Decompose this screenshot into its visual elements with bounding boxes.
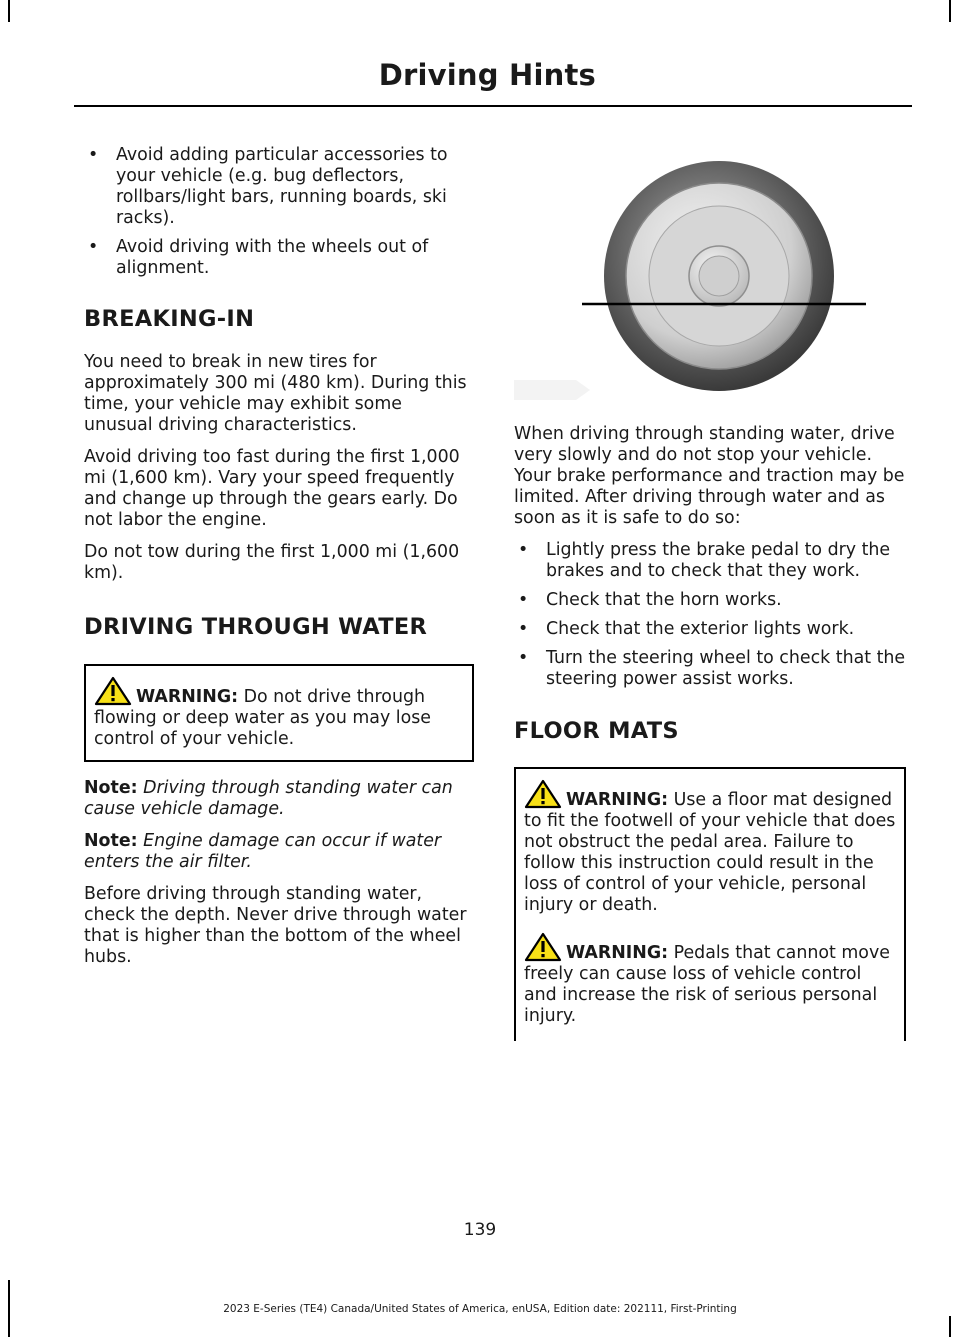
warning-body: Use a floor mat designed to fit the footwell of your vehicle that does not obstruct the pedal area. Failure to follow this instruction could result in the loss of control of your vehicle, personal injury or death. [524, 790, 896, 915]
list-item [514, 619, 906, 640]
page-footer: 2023 E-Series (TE4) Canada/United States of America, enUSA, Edition date: 202111, First-Printing [223, 1303, 737, 1315]
warning-text [524, 932, 896, 1027]
accessory-bullet-list [84, 145, 474, 279]
bullet-glyph: • [518, 590, 529, 610]
list-item [514, 590, 906, 611]
breaking-in-paragraph-3: Do not tow during the first 1,000 mi (1,600 km). [84, 542, 460, 583]
warning-body: Do not drive through flowing or deep water as you may lose control of your vehicle. [94, 687, 432, 749]
warning-text [94, 676, 464, 750]
header-rule [74, 105, 912, 107]
crop-mark-bottom-right [949, 1316, 951, 1337]
breaking-in-paragraph-2: Avoid driving too fast during the first 1,000 mi (1,600 km). Vary your speed frequently and change up through the gears early. Do not labor the engine. [84, 447, 460, 530]
list-item-text: Avoid adding particular accessories to your vehicle (e.g. bug deflectors, rollbars/light bars, running boards, ski racks). [116, 145, 448, 228]
warning-box-water [84, 664, 474, 762]
warning-triangle-icon [524, 932, 562, 962]
list-item-text: Lightly press the brake pedal to dry the brakes and to check that they work. [546, 540, 891, 581]
note-1 [84, 778, 474, 820]
list-item-text: Check that the exterior lights work. [546, 619, 855, 639]
page-number: 139 [463, 1220, 497, 1240]
warning-box-floor-mats [514, 767, 906, 1041]
section-heading-breaking-in: BREAKING-IN [84, 306, 255, 332]
breaking-in-paragraph-1: You need to break in new tires for approximately 300 mi (480 km). During this time, your vehicle may exhibit some unusual driving characteristics. [84, 352, 467, 435]
bullet-glyph: • [88, 237, 99, 257]
note-label: Note: [84, 831, 138, 851]
note-2 [84, 831, 474, 873]
list-item [514, 648, 906, 690]
warning-triangle-icon [94, 676, 132, 706]
bullet-glyph: • [518, 648, 529, 668]
after-water-checklist [514, 540, 906, 690]
crop-mark-top-right [949, 0, 951, 22]
note-text: Driving through standing water can cause vehicle damage. [84, 778, 453, 819]
bullet-glyph: • [518, 540, 529, 560]
bullet-glyph: • [88, 145, 99, 165]
bullet-glyph: • [518, 619, 529, 639]
water-depth-paragraph: Before driving through standing water, check the depth. Never drive through water that is higher than the bottom of the wheel hubs. [84, 884, 467, 967]
wheel-water-level-figure [514, 148, 906, 410]
list-item-text: Check that the horn works. [546, 590, 782, 610]
left-column [84, 145, 474, 979]
after-water-paragraph: When driving through standing water, drive very slowly and do not stop your vehicle. Your brake performance and traction may be limited. After driving through water and as soon as it is safe to do so: [514, 424, 905, 528]
warning-body: Pedals that cannot move freely can cause loss of vehicle control and increase the risk of serious personal injury. [524, 943, 890, 1026]
section-heading-driving-through-water: DRIVING THROUGH WATER [84, 614, 428, 640]
page-header-title: Driving Hints [378, 58, 596, 92]
right-column [514, 148, 906, 1057]
warning-label: WARNING: [136, 687, 239, 707]
list-item-text: Avoid driving with the wheels out of alignment. [116, 237, 429, 278]
note-label: Note: [84, 778, 138, 798]
section-heading-floor-mats: FLOOR MATS [514, 718, 679, 744]
list-item [514, 540, 906, 582]
list-item [84, 237, 474, 279]
figure-reference-tag [514, 378, 590, 402]
warning-triangle-icon [524, 779, 562, 809]
list-item-text: Turn the steering wheel to check that the steering power assist works. [546, 648, 906, 689]
note-text: Engine damage can occur if water enters the air filter. [84, 831, 442, 872]
warning-text [524, 779, 896, 916]
warning-label: WARNING: [566, 943, 669, 963]
list-item [84, 145, 474, 229]
crop-mark-top-left [8, 0, 10, 22]
warning-label: WARNING: [566, 790, 669, 810]
